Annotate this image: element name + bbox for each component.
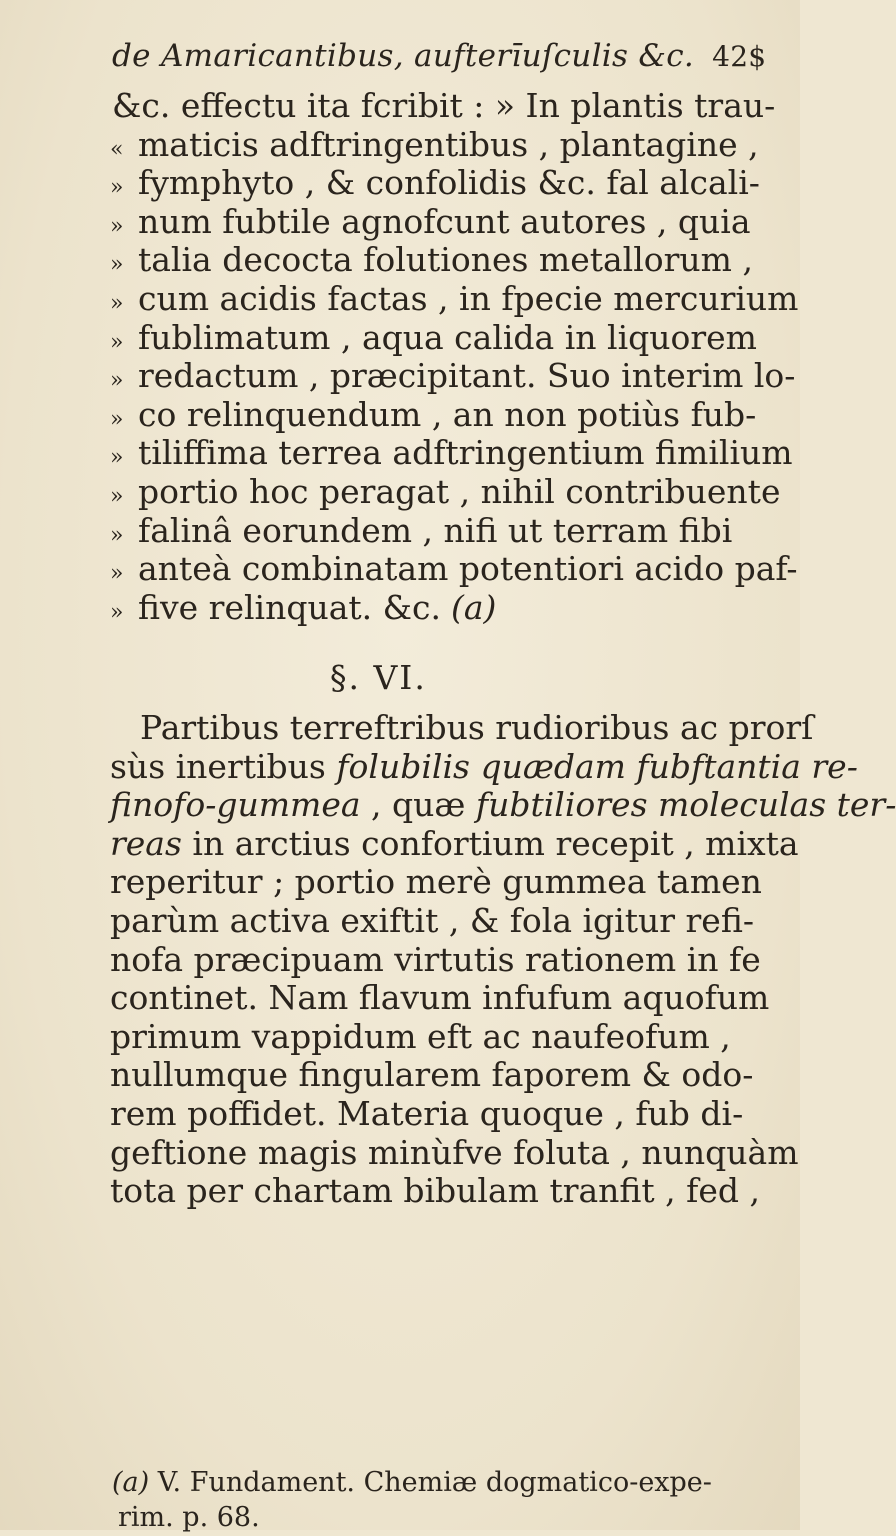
quote-mark: » (110, 561, 124, 587)
line-text: nullumque fingularem faporem & odo- (110, 1055, 754, 1095)
line-text: &c. effectu ita fcribit : » In plantis trau- (112, 86, 776, 125)
text-line (110, 940, 761, 980)
quote-mark: » (110, 599, 124, 625)
line-text: reperitur ; portio merè gummea tamen (110, 862, 762, 902)
text-line (112, 86, 775, 126)
quote-mark: » (110, 291, 124, 316)
line-text: sùs inertibus (110, 746, 337, 786)
text-line (110, 978, 769, 1018)
line-text: portio hoc peragat , nihil contribuente (138, 472, 781, 511)
footnote-text-2: rim. p. 68. (118, 1502, 260, 1533)
text-line (110, 824, 799, 864)
text-line (110, 785, 896, 825)
footnote-text-1: V. Fundament. Chemiæ dogmatico-expe- (157, 1467, 712, 1498)
text-line (140, 708, 813, 748)
running-header (112, 38, 767, 74)
quote-mark: » (110, 175, 124, 201)
line-text: maticis adftringentibus , plantagine , (138, 124, 759, 164)
footnote-reference: (a) (450, 587, 497, 627)
text-line (110, 901, 754, 941)
text-line (110, 1094, 743, 1134)
line-text: cum acidis factas , in fpecie mercurium (138, 279, 799, 318)
line-text: rem poffidet. Materia quoque , fub di- (110, 1094, 744, 1133)
quote-mark: » (110, 522, 124, 548)
line-text: talia decocta folutiones metallorum , (138, 240, 753, 280)
line-text: redactum , præcipitant. Suo interim lo- (138, 356, 796, 396)
line-text: , quæ (360, 785, 476, 825)
line-text: co relinquendum , an non potiùs fub- (138, 394, 757, 434)
text-line (110, 862, 762, 902)
footnote-mark: (a) (112, 1467, 150, 1498)
line-text: tota per chartam bibulam tranfit , fed , (110, 1171, 760, 1211)
text-line (110, 1171, 760, 1211)
line-text: continet. Nam flavum infufum aquofum (110, 978, 770, 1018)
quote-mark: » (110, 445, 124, 471)
line-text: tiliffima terrea adftringentium fimilium (138, 433, 793, 473)
line-text: fymphyto , & confolidis &c. fal alcali- (138, 163, 760, 203)
quote-mark: » (110, 368, 124, 394)
line-text: five relinquat. &c. (138, 587, 441, 627)
italic-term: fubtiliores moleculas ter- (475, 785, 896, 825)
line-text: geftione magis minùfve foluta , nunquàm (110, 1132, 799, 1172)
footnote-line-1 (112, 1465, 712, 1501)
line-text: nofa præcipuam virtutis rationem in fe (110, 939, 761, 979)
line-text: primum vappidum eft ac naufeofum , (110, 1016, 731, 1056)
line-text: anteà combinatam potentiori acido paf- (138, 549, 798, 589)
line-text: num fubtile agnofcunt autores , quia (138, 201, 751, 241)
quote-mark: » (110, 213, 124, 239)
line-text: fublimatum , aqua calida in liquorem (138, 317, 757, 357)
line-text: parùm activa exiftit , & fola igitur refi- (110, 901, 754, 940)
text-line (110, 1017, 731, 1057)
italic-term: folubilis quædam fubftantia re- (336, 746, 858, 786)
footnote-line-2 (118, 1500, 260, 1536)
running-title: de Amaricantibus, aufterīuſculis &c. (112, 38, 695, 74)
quote-mark: » (110, 252, 124, 278)
quote-mark: » (110, 484, 124, 509)
line-text: Partibus terreftribus rudioribus ac prorſ (140, 708, 814, 747)
page-number: 42$ (712, 40, 767, 73)
text-line (110, 1133, 799, 1173)
italic-term: finofo-gummea (110, 785, 361, 825)
section-heading: §. VI. (330, 658, 427, 697)
quote-mark: » (110, 406, 124, 432)
line-text: in arctius confortium recepit , mixta (181, 823, 799, 863)
line-text: falinâ eorundem , nifi ut terram fibi (138, 510, 733, 550)
quote-mark: « (110, 136, 124, 162)
text-line (110, 1055, 753, 1095)
text-line (110, 747, 858, 787)
quote-mark: » (110, 329, 124, 355)
italic-term: reas (110, 823, 182, 863)
text-line (110, 588, 496, 633)
